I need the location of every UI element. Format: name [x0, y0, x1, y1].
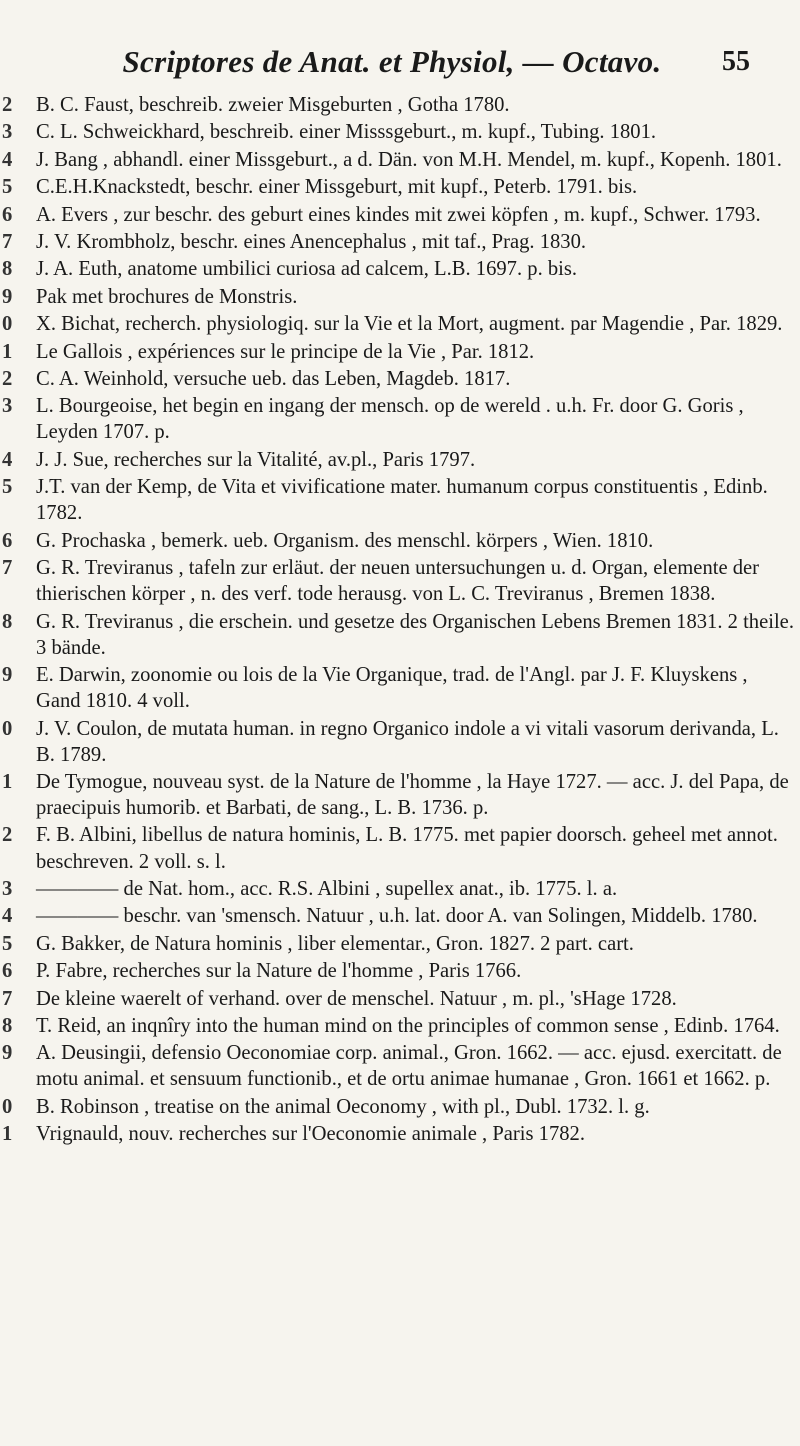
list-item: [0, 339, 800, 365]
entry-number: 5: [2, 932, 13, 955]
list-item: [0, 174, 800, 200]
entry-number: 9: [2, 285, 13, 308]
entry-text: E. Darwin, zoonomie ou lois de la Vie Organique, trad. de l'Angl. par J. F. Kluyskens , Gand 1810. 4 voll.: [36, 664, 748, 713]
entry-number: 5: [2, 476, 13, 499]
list-item: [0, 931, 800, 957]
entry-text: A. Evers , zur beschr. des geburt eines kindes mit zwei köpfen , m. kupf., Schwer. 1793.: [36, 203, 761, 226]
entry-number: 1: [2, 1123, 13, 1146]
entry-number: 8: [2, 1014, 13, 1037]
list-item: [0, 1094, 800, 1120]
entry-text: J. J. Sue, recherches sur la Vitalité, av.pl., Paris 1797.: [36, 448, 476, 471]
list-item: [0, 119, 800, 145]
entry-text: Vrignauld, nouv. recherches sur l'Oeconomie animale , Paris 1782.: [36, 1123, 586, 1146]
entry-text: G. Bakker, de Natura hominis , liber elementar., Gron. 1827. 2 part. cart.: [36, 932, 634, 955]
list-item: [0, 876, 800, 902]
entry-number: 3: [2, 877, 13, 900]
list-item: [0, 609, 800, 661]
list-item: [0, 822, 800, 874]
entry-text: C. A. Weinhold, versuche ueb. das Leben, Magdeb. 1817.: [36, 367, 511, 390]
list-item: [0, 958, 800, 984]
entry-number: 1: [2, 770, 13, 793]
list-item: [0, 202, 800, 228]
list-item: [0, 229, 800, 255]
entry-number: 0: [2, 313, 13, 336]
list-item: [0, 662, 800, 714]
list-item: [0, 92, 800, 118]
entry-number: 4: [2, 448, 13, 471]
list-item: [0, 311, 800, 337]
entry-number: 2: [2, 367, 13, 390]
entry-text: ———— de Nat. hom., acc. R.S. Albini , supellex anat., ib. 1775. l. a.: [36, 877, 618, 900]
page-number: 55: [722, 46, 750, 77]
entry-number: 3: [2, 121, 13, 144]
entry-number: 6: [2, 203, 13, 226]
page-title: Scriptores de Anat. et Physiol, — Octavo.: [122, 44, 662, 79]
entry-number: 7: [2, 557, 13, 580]
entry-text: J. V. Krombholz, beschr. eines Anencephalus , mit taf., Prag. 1830.: [36, 230, 587, 253]
entry-number: 6: [2, 529, 13, 552]
entry-number: 8: [2, 610, 13, 633]
entry-number: 0: [2, 1095, 13, 1118]
entry-text: X. Bichat, recherch. physiologiq. sur la Vie et la Mort, augment. par Magendie , Par. 1829.: [36, 313, 783, 336]
list-item: [0, 903, 800, 929]
entry-number: 2: [2, 824, 13, 847]
list-item: [0, 366, 800, 392]
entry-number: 3: [2, 395, 13, 418]
entry-text: G. R. Treviranus , die erschein. und gesetze des Organischen Lebens Bremen 1831. 2 theile. 3 bände.: [36, 610, 794, 659]
list-item: [0, 986, 800, 1012]
entry-text: B. Robinson , treatise on the animal Oeconomy , with pl., Dubl. 1732. l. g.: [36, 1095, 650, 1118]
entry-text: J. Bang , abhandl. einer Missgeburt., a d. Dän. von M.H. Mendel, m. kupf., Kopenh. 1801.: [36, 148, 782, 171]
entry-text: P. Fabre, recherches sur la Nature de l'homme , Paris 1766.: [36, 960, 522, 983]
entry-number: 4: [2, 905, 13, 928]
entry-number: 7: [2, 987, 13, 1010]
entry-number: 0: [2, 717, 13, 740]
entry-number: 8: [2, 258, 13, 281]
list-item: [0, 256, 800, 282]
list-item: [0, 284, 800, 310]
entry-number: 4: [2, 148, 13, 171]
entry-text: J. V. Coulon, de mutata human. in regno Organico indole a vi vitali vasorum derivanda, L. B. 1789.: [36, 717, 779, 766]
entry-number: 1: [2, 340, 13, 363]
entry-text: J.T. van der Kemp, de Vita et vivificatione mater. humanum corpus constituentis , Edinb. 1782.: [36, 476, 768, 525]
entry-text: C. L. Schweickhard, beschreib. einer Misssgeburt., m. kupf., Tubing. 1801.: [36, 121, 657, 144]
list-item: [0, 1121, 800, 1147]
entry-text: G. Prochaska , bemerk. ueb. Organism. des menschl. körpers , Wien. 1810.: [36, 529, 654, 552]
list-item: [0, 393, 800, 445]
entry-number: 2: [2, 94, 13, 116]
entry-number: 6: [2, 960, 13, 983]
list-item: [0, 1040, 800, 1092]
list-item: [0, 716, 800, 768]
list-item: [0, 769, 800, 821]
entry-text: B. C. Faust, beschreib. zweier Misgeburten , Gotha 1780.: [36, 94, 510, 116]
entry-text: J. A. Euth, anatome umbilici curiosa ad calcem, L.B. 1697. p. bis.: [36, 258, 578, 281]
entry-text: Le Gallois , expériences sur le principe de la Vie , Par. 1812.: [36, 340, 535, 363]
entry-text: L. Bourgeoise, het begin en ingang der mensch. op de wereld . u.h. Fr. door G. Goris , Leyden 1707. p.: [36, 395, 744, 444]
entry-text: A. Deusingii, defensio Oeconomiae corp. animal., Gron. 1662. — acc. ejusd. exercitatt. de motu animal. et sensuum functionib., et de ortu animae humanae , Gron. 1661 et 1662. p.: [36, 1042, 782, 1091]
list-item: [0, 147, 800, 173]
list-item: [0, 447, 800, 473]
entry-text: ———— beschr. van 'smensch. Natuur , u.h. lat. door A. van Solingen, Middelb. 1780.: [36, 905, 758, 928]
entry-number: 7: [2, 230, 13, 253]
entry-text: De kleine waerelt of verhand. over de menschel. Natuur , m. pl., 'sHage 1728.: [36, 987, 677, 1010]
list-item: [0, 1013, 800, 1039]
entry-number: 5: [2, 176, 13, 199]
entry-list: [0, 92, 800, 1149]
entry-text: De Tymogue, nouveau syst. de la Nature de l'homme , la Haye 1727. — acc. J. del Papa, de praecipuis humorib. et Barbati, de sang., L. B. 1736. p.: [36, 770, 789, 820]
entry-text: Pak met brochures de Monstris.: [36, 285, 298, 308]
entry-text: T. Reid, an inqnîry into the human mind on the principles of common sense , Edinb. 1764.: [36, 1014, 780, 1037]
entry-text: F. B. Albini, libellus de natura hominis, L. B. 1775. met papier doorsch. geheel met annot. beschreven. 2 voll. s. l.: [36, 824, 778, 873]
entry-number: 9: [2, 664, 13, 687]
list-item: [0, 555, 800, 607]
entry-text: G. R. Treviranus , tafeln zur erläut. der neuen untersuchungen u. d. Organ, elemente der thierischen körper , n. des verf. tode herausg. von L. C. Treviranus , Bremen 1838.: [36, 557, 760, 606]
entry-text: C.E.H.Knackstedt, beschr. einer Missgeburt, mit kupf., Peterb. 1791. bis.: [36, 176, 638, 199]
list-item: [0, 474, 800, 526]
entry-number: 9: [2, 1042, 13, 1065]
list-item: [0, 528, 800, 554]
